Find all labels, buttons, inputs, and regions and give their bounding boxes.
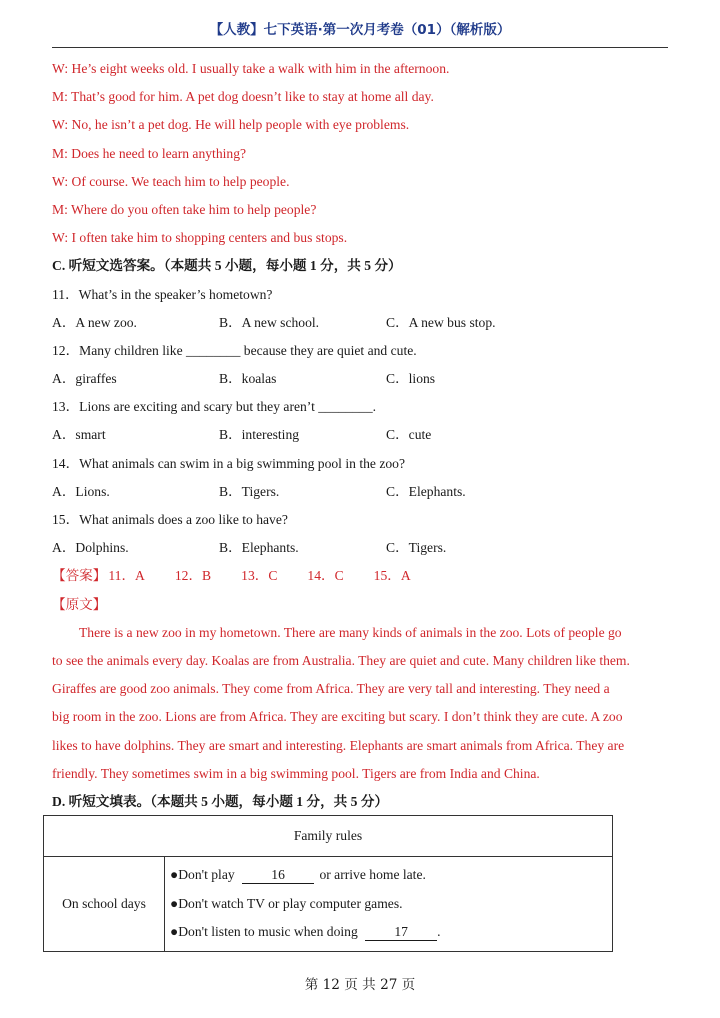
page-number: 第 12 页 共 27 页 [304, 977, 416, 993]
answer-item: 14．C [307, 568, 344, 584]
rule-text: ●Don't play [170, 867, 239, 882]
dialogue-line: W: I often take him to shopping centers and bus stops. [52, 230, 348, 246]
option: A．Lions. [52, 483, 110, 499]
passage-line: Giraffes are good zoo animals. They come from Africa. They are very tall and interesting. They need a [52, 681, 610, 697]
option: C．cute [386, 427, 432, 443]
option: A．Dolphins. [52, 540, 129, 556]
dialogue-line: M: That’s good for him. A pet dog doesn’t like to stay at home all day. [52, 89, 434, 105]
dialogue-line: W: Of course. We teach him to help people. [52, 173, 290, 189]
question-15-stem: 15．What animals does a zoo like to have? [52, 512, 288, 527]
page-header: 【人教】七下英语·第一次月考卷（01）（解析版） [209, 22, 511, 38]
rule-text: . [437, 924, 441, 939]
option: B．A new school. [219, 314, 320, 330]
option: C．lions [386, 371, 436, 387]
section-c-heading: C. 听短文选答案。（本题共 5 小题，每小题 1 分，共 5 分） [52, 258, 402, 274]
answer-key [52, 562, 672, 590]
question-12-stem: 12．Many children like ________ because they are quiet and cute. [52, 342, 417, 358]
question-15-options [52, 534, 672, 562]
rule-item [170, 861, 612, 890]
option: C．Elephants. [386, 483, 466, 499]
question-14-stem: 14．What animals can swim in a big swimming pool in the zoo? [52, 455, 405, 471]
option: A．A new zoo. [52, 314, 137, 330]
question-13-options [52, 421, 672, 449]
question-11-options [52, 309, 672, 337]
option: A．giraffes [52, 371, 117, 387]
passage-line: likes to have dolphins. They are smart and interesting. Elephants are smart animals from Africa. They are [52, 737, 625, 753]
answer-item: 12．B [174, 568, 212, 584]
dialogue-line: W: No, he isn’t a pet dog. He will help people with eye problems. [52, 117, 410, 133]
passage-line: big room in the zoo. Lions are from Africa. They are exciting but scary. I don’t think they are cute. A zoo [52, 709, 623, 725]
original-text-label: 【原文】 [52, 596, 107, 612]
answer-item: 11．A [108, 568, 145, 584]
option: C．Tigers. [386, 540, 447, 556]
option: B．Tigers. [219, 483, 280, 499]
answer-blank-17: 17 [365, 924, 437, 941]
row-label: On school days [44, 857, 165, 952]
page-content [52, 55, 672, 816]
dialogue-line: M: Does he need to learn anything? [52, 145, 247, 161]
dialogue-line: W: He’s eight weeks old. I usually take a walk with him in the afternoon. [52, 61, 450, 76]
answer-blank-16: 16 [242, 867, 314, 884]
answer-item: 13．C [241, 568, 278, 584]
rule-text: or arrive home late. [316, 867, 426, 882]
answer-label: 【答案】 [52, 568, 107, 584]
question-11-stem: 11．What’s in the speaker’s hometown? [52, 286, 273, 302]
question-14-options [52, 478, 672, 506]
option: A．smart [52, 427, 106, 443]
option: B．interesting [219, 427, 300, 443]
original-text-passage [52, 619, 672, 788]
question-13-stem: 13．Lions are exciting and scary but they aren’t ________. [52, 399, 377, 415]
dialogue-line: M: Where do you often take him to help people? [52, 201, 317, 217]
option: B．koalas [219, 371, 277, 387]
passage-line: friendly. They sometimes swim in a big swimming pool. Tigers are from India and China. [52, 765, 540, 781]
rules-cell [165, 857, 613, 952]
passage-line: There is a new zoo in my hometown. There are many kinds of animals in the zoo. Lots of people go [79, 624, 622, 640]
passage-line: to see the animals every day. Koalas are from Australia. They are quiet and cute. Many children like them. [52, 652, 630, 668]
option: C．A new bus stop. [386, 314, 496, 330]
family-rules-table [43, 815, 613, 952]
header-divider [52, 47, 668, 48]
question-12-options [52, 365, 672, 393]
rule-text: ●Don't watch TV or play computer games. [170, 895, 403, 911]
rule-item [170, 918, 612, 947]
rule-text: ●Don't listen to music when doing [170, 924, 362, 939]
rule-item [170, 890, 612, 919]
option: B．Elephants. [219, 540, 299, 556]
section-d-heading: D. 听短文填表。（本题共 5 小题，每小题 1 分，共 5 分） [52, 793, 389, 809]
table-title: Family rules [44, 816, 613, 857]
answer-item: 15．A [373, 568, 411, 584]
